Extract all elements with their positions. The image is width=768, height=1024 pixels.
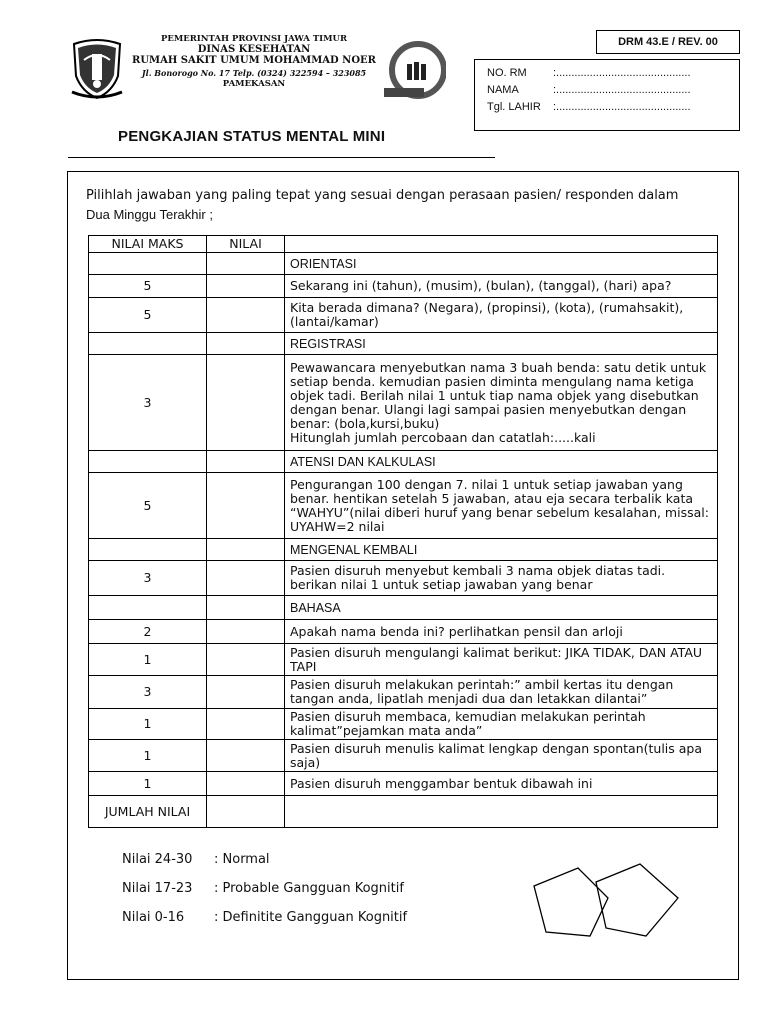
item-text: Pengurangan 100 dengan 7. nilai 1 untuk setiap jawaban yang benar. hentikan setelah 5 jawaban, atau eja secara terbalik kata “WAHYU”(nilai diberi huruf yang benar sebelum kesalahan, missal: UYAHW=2 nilai [285,473,718,539]
item-text: Sekarang ini (tahun), (musim), (bulan), (tanggal), (hari) apa? [285,275,718,298]
table-row [89,298,718,333]
score-legend-normal [122,852,270,867]
header-line-3: RUMAH SAKIT UMUM MOHAMMAD NOER [132,55,376,66]
score-cell[interactable] [207,355,285,451]
item-text: Apakah nama benda ini? perlihatkan pensil dan arloji [285,620,718,644]
max-score: 3 [89,355,207,451]
table-row [89,473,718,539]
header-line-4: Jl. Bonorogo No. 17 Telp. (0324) 322594 – 323085 [141,68,367,78]
intro-text [86,186,726,225]
mmse-table [88,235,718,828]
table-row [89,355,718,451]
score-legend-probable [122,881,404,896]
max-score: 5 [89,298,207,333]
score-cell[interactable] [207,539,285,561]
score-cell[interactable] [207,275,285,298]
col-header-score: NILAI [207,236,285,253]
table-row [89,772,718,796]
intro-period: Dua Minggu Terakhir ; [86,207,213,222]
section-row [89,333,718,355]
score-cell[interactable] [207,620,285,644]
table-row [89,740,718,772]
item-text: Pasien disuruh menyebut kembali 3 nama objek diatas tadi. berikan nilai 1 untuk setiap jawaban yang benar [285,561,718,596]
table-row [89,275,718,298]
intro-instruction: Pilihlah jawaban yang paling tepat yang sesuai dengan perasaan pasien/ responden dalam [86,188,679,203]
form-code-box: DRM 43.E / REV. 00 [596,30,740,54]
total-row [89,796,718,828]
id-value: :............................................ [553,84,691,96]
item-text: Kita berada dimana? (Negara), (propinsi), (kota), (rumahsakit), (lantai/kamar) [285,298,718,333]
table-row [89,676,718,709]
item-text [285,355,718,451]
total-label: JUMLAH NILAI [89,796,207,828]
item-text-count: Hitunglah jumlah percobaan dan catatlah:.....kali [290,429,596,445]
col-header-item [285,236,718,253]
intersecting-pentagons-icon [528,860,728,942]
score-cell[interactable] [207,253,285,275]
col-header-max: NILAI MAKS [89,236,207,253]
table-row [89,644,718,676]
max-score: 2 [89,620,207,644]
score-cell[interactable] [207,596,285,620]
table-header-row [89,236,718,253]
page-title: PENGKAJIAN STATUS MENTAL MINI [118,128,386,145]
title-underline [68,157,495,158]
section-label: MENGENAL KEMBALI [285,539,718,561]
score-cell[interactable] [207,561,285,596]
score-desc: : Normal [214,852,270,867]
id-row-tgl-lahir [487,101,735,113]
id-value: :............................................ [553,67,691,79]
score-range: Nilai 17-23 [122,881,193,896]
max-score: 1 [89,644,207,676]
item-text: Pasien disuruh melakukan perintah:” ambil kertas itu dengan tangan anda, lipatlah menjadi dua dan letakkan dilantai” [285,676,718,709]
section-row [89,451,718,473]
score-cell[interactable] [207,740,285,772]
patient-id-box [474,59,740,131]
id-label: NAMA [487,84,519,96]
header-line-1: PEMERINTAH PROVINSI JAWA TIMUR [160,34,348,44]
section-label: ATENSI DAN KALKULASI [285,451,718,473]
item-text: Pasien disuruh menggambar bentuk dibawah ini [285,772,718,796]
score-cell[interactable] [207,772,285,796]
score-legend-definite [122,910,407,925]
max-score: 3 [89,676,207,709]
item-text: Pasien disuruh menulis kalimat lengkap dengan spontan(tulis apa saja) [285,740,718,772]
section-row [89,253,718,275]
max-score: 5 [89,275,207,298]
score-cell[interactable] [207,298,285,333]
section-label: REGISTRASI [285,333,718,355]
score-desc: : Definitite Gangguan Kognitif [214,910,408,925]
score-cell[interactable] [207,644,285,676]
max-score: 1 [89,709,207,740]
section-label: ORIENTASI [285,253,718,275]
header-line-2: DINAS KESEHATAN [197,44,311,55]
section-row [89,596,718,620]
score-cell[interactable] [207,333,285,355]
item-text: Pasien disuruh mengulangi kalimat berikut: JIKA TIDAK, DAN ATAU TAPI [285,644,718,676]
id-row-rm [487,67,735,79]
table-row [89,620,718,644]
score-range: Nilai 24-30 [122,852,193,867]
score-cell[interactable] [207,451,285,473]
id-value: :............................................ [553,101,691,113]
max-score: 3 [89,561,207,596]
score-cell[interactable] [207,676,285,709]
max-score: 1 [89,772,207,796]
table-row [89,709,718,740]
score-cell[interactable] [207,473,285,539]
item-text-main: Pewawancara menyebutkan nama 3 buah benda: satu detik untuk setiap benda. kemudian pasien diminta mengulang nama ketiga objek tadi. Berilah nilai 1 untuk tiap nama objek yang disebutkan dengan benar. Ulangi lagi sampai pasien menyebutkan dengan benar: (bola,kursi,buku) [290,359,707,431]
max-score: 5 [89,473,207,539]
score-desc: : Probable Gangguan Kognitif [214,881,404,896]
score-cell[interactable] [207,709,285,740]
max-score: 1 [89,740,207,772]
score-range: Nilai 0-16 [122,910,185,925]
header-line-5: PAMEKASAN [222,79,286,89]
item-text: Pasien disuruh membaca, kemudian melakukan perintah kalimat”pejamkan mata anda” [285,709,718,740]
total-score-cell[interactable] [207,796,285,828]
section-label: BAHASA [285,596,718,620]
id-row-nama [487,84,735,96]
section-row [89,539,718,561]
id-label: Tgl. LAHIR [487,101,541,113]
table-row [89,561,718,596]
id-label: NO. RM [487,67,527,79]
